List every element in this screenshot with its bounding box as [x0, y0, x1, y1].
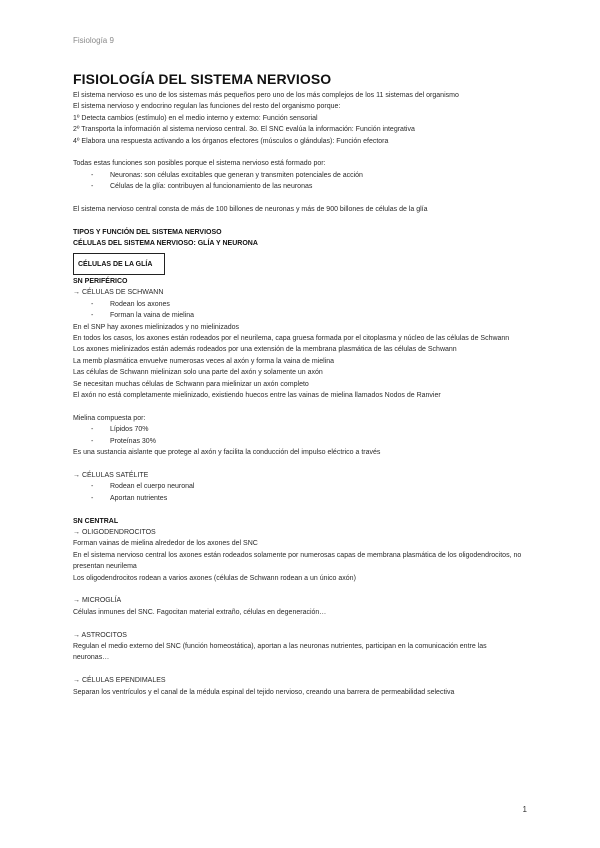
list-item: - Rodean los axones	[91, 300, 170, 308]
list-item: - Aportan nutrientes	[91, 494, 168, 502]
text-line: Se necesitan muchas células de Schwann para mielinizar un axón completo	[73, 380, 309, 388]
list-item: - Forman la vaina de mielina	[91, 312, 195, 320]
text-line: Forman vainas de mielina alrededor de los axones del SNC	[73, 540, 258, 548]
topic-title: → ASTROCITOS	[73, 631, 127, 639]
text-line: El axón no está completamente mielinizado, existiendo huecos entre las vainas de mielina llamados Nodos de Ranvier	[73, 392, 441, 400]
text-line: Células inmunes del SNC. Fagocitan material extraño, células en degeneración…	[73, 608, 327, 616]
intro-line: 2º Transporta la información al sistema nervioso central. 3o. El SNC evalúa la información: Función integrativa	[73, 126, 415, 134]
section-heading: TIPOS Y FUNCIÓN DEL SISTEMA NERVIOSO	[73, 228, 222, 236]
list-item: - Proteínas 30%	[91, 437, 156, 445]
intro-line: 1º Detecta cambios (estímulo) en el medio interno y externo: Función sensorial	[73, 114, 318, 122]
intro-line: 4º Elabora una respuesta activando a los órganos efectores (músculos o glándulas): Función efectora	[73, 137, 389, 145]
page-content	[73, 70, 523, 698]
page-title: FISIOLOGÍA DEL SISTEMA NERVIOSO	[73, 71, 332, 87]
text-line: Es una sustancia aislante que protege al axón y facilita la conducción del impulso eléctrico a través	[73, 449, 381, 457]
topic-title: → CÉLULAS DE SCHWANN	[73, 289, 164, 297]
page-number: 1	[522, 805, 527, 814]
text-line: La memb plasmática envuelve numerosas veces al axón y forma la vaina de mielina	[73, 357, 335, 365]
text-line: En el SNP hay axones mielinizados y no mielinizados	[73, 323, 240, 331]
list-item: - Neuronas: son células excitables que generan y transmiten potenciales de acción	[91, 171, 363, 179]
text-line: Los oligodendrocitos rodean a varios axones (células de Schwann rodean a un único axón)	[73, 574, 356, 582]
subsection-heading: SN CENTRAL	[73, 517, 119, 525]
intro-line: El sistema nervioso y endocrino regulan las funciones del resto del organismo porque:	[73, 103, 341, 111]
list-item: - Lípidos 70%	[91, 426, 149, 434]
intro-line: El sistema nervioso es uno de los sistemas más pequeños pero uno de los más complejos de los 11 sistemas del organismo	[73, 92, 459, 99]
formed-by-intro: Todas estas funciones son posibles porque el sistema nervioso está formado por:	[73, 160, 326, 168]
topic-title: → OLIGODENDROCITOS	[73, 528, 156, 536]
topic-title: → MICROGLÍA	[73, 597, 122, 605]
section-heading: CÉLULAS DEL SISTEMA NERVIOSO: GLÍA Y NEURONA	[73, 240, 258, 248]
text-line: Mielina compuesta por:	[73, 414, 146, 422]
list-item: - Rodean el cuerpo neuronal	[91, 483, 195, 491]
boxed-heading: CÉLULAS DE LA GLÍA	[73, 253, 165, 275]
page-header: Fisiología 9	[73, 36, 114, 45]
text-line: Las células de Schwann mielinizan solo una parte del axón y solamente un axón	[73, 369, 323, 377]
text-line: Separan los ventrículos y el canal de la médula espinal del tejido nervioso, creando una barrera de permeabilidad selectiva	[73, 688, 455, 696]
topic-title: → CÉLULAS EPENDIMALES	[73, 677, 166, 685]
text-line: En todos los casos, los axones están rodeados por el neurilema, capa gruesa formada por el citoplasma y núcleo de las células de Schwann	[73, 335, 510, 343]
snc-count: El sistema nervioso central consta de más de 100 billones de neuronas y más de 900 billones de células de la glía	[73, 206, 428, 214]
text-line: Regulan el medio externo del SNC (función homeostática), aportan a las neuronas nutrientes, participan en la comunicación entre las neuronas…	[73, 642, 487, 662]
text-line: Los axones mielinizados están además rodeados por una extensión de la membrana plasmática de las células de Schwann	[73, 346, 457, 354]
list-item: - Células de la glía: contribuyen al funcionamiento de las neuronas	[91, 183, 313, 191]
text-line: En el sistema nervioso central los axones están rodeados solamente por numerosas capas de membrana plasmática de los oligodendrocitos, no presentan neurilema	[73, 551, 522, 571]
subsection-heading: SN PERIFÉRICO	[73, 278, 128, 286]
topic-title: → CÉLULAS SATÉLITE	[73, 471, 149, 479]
